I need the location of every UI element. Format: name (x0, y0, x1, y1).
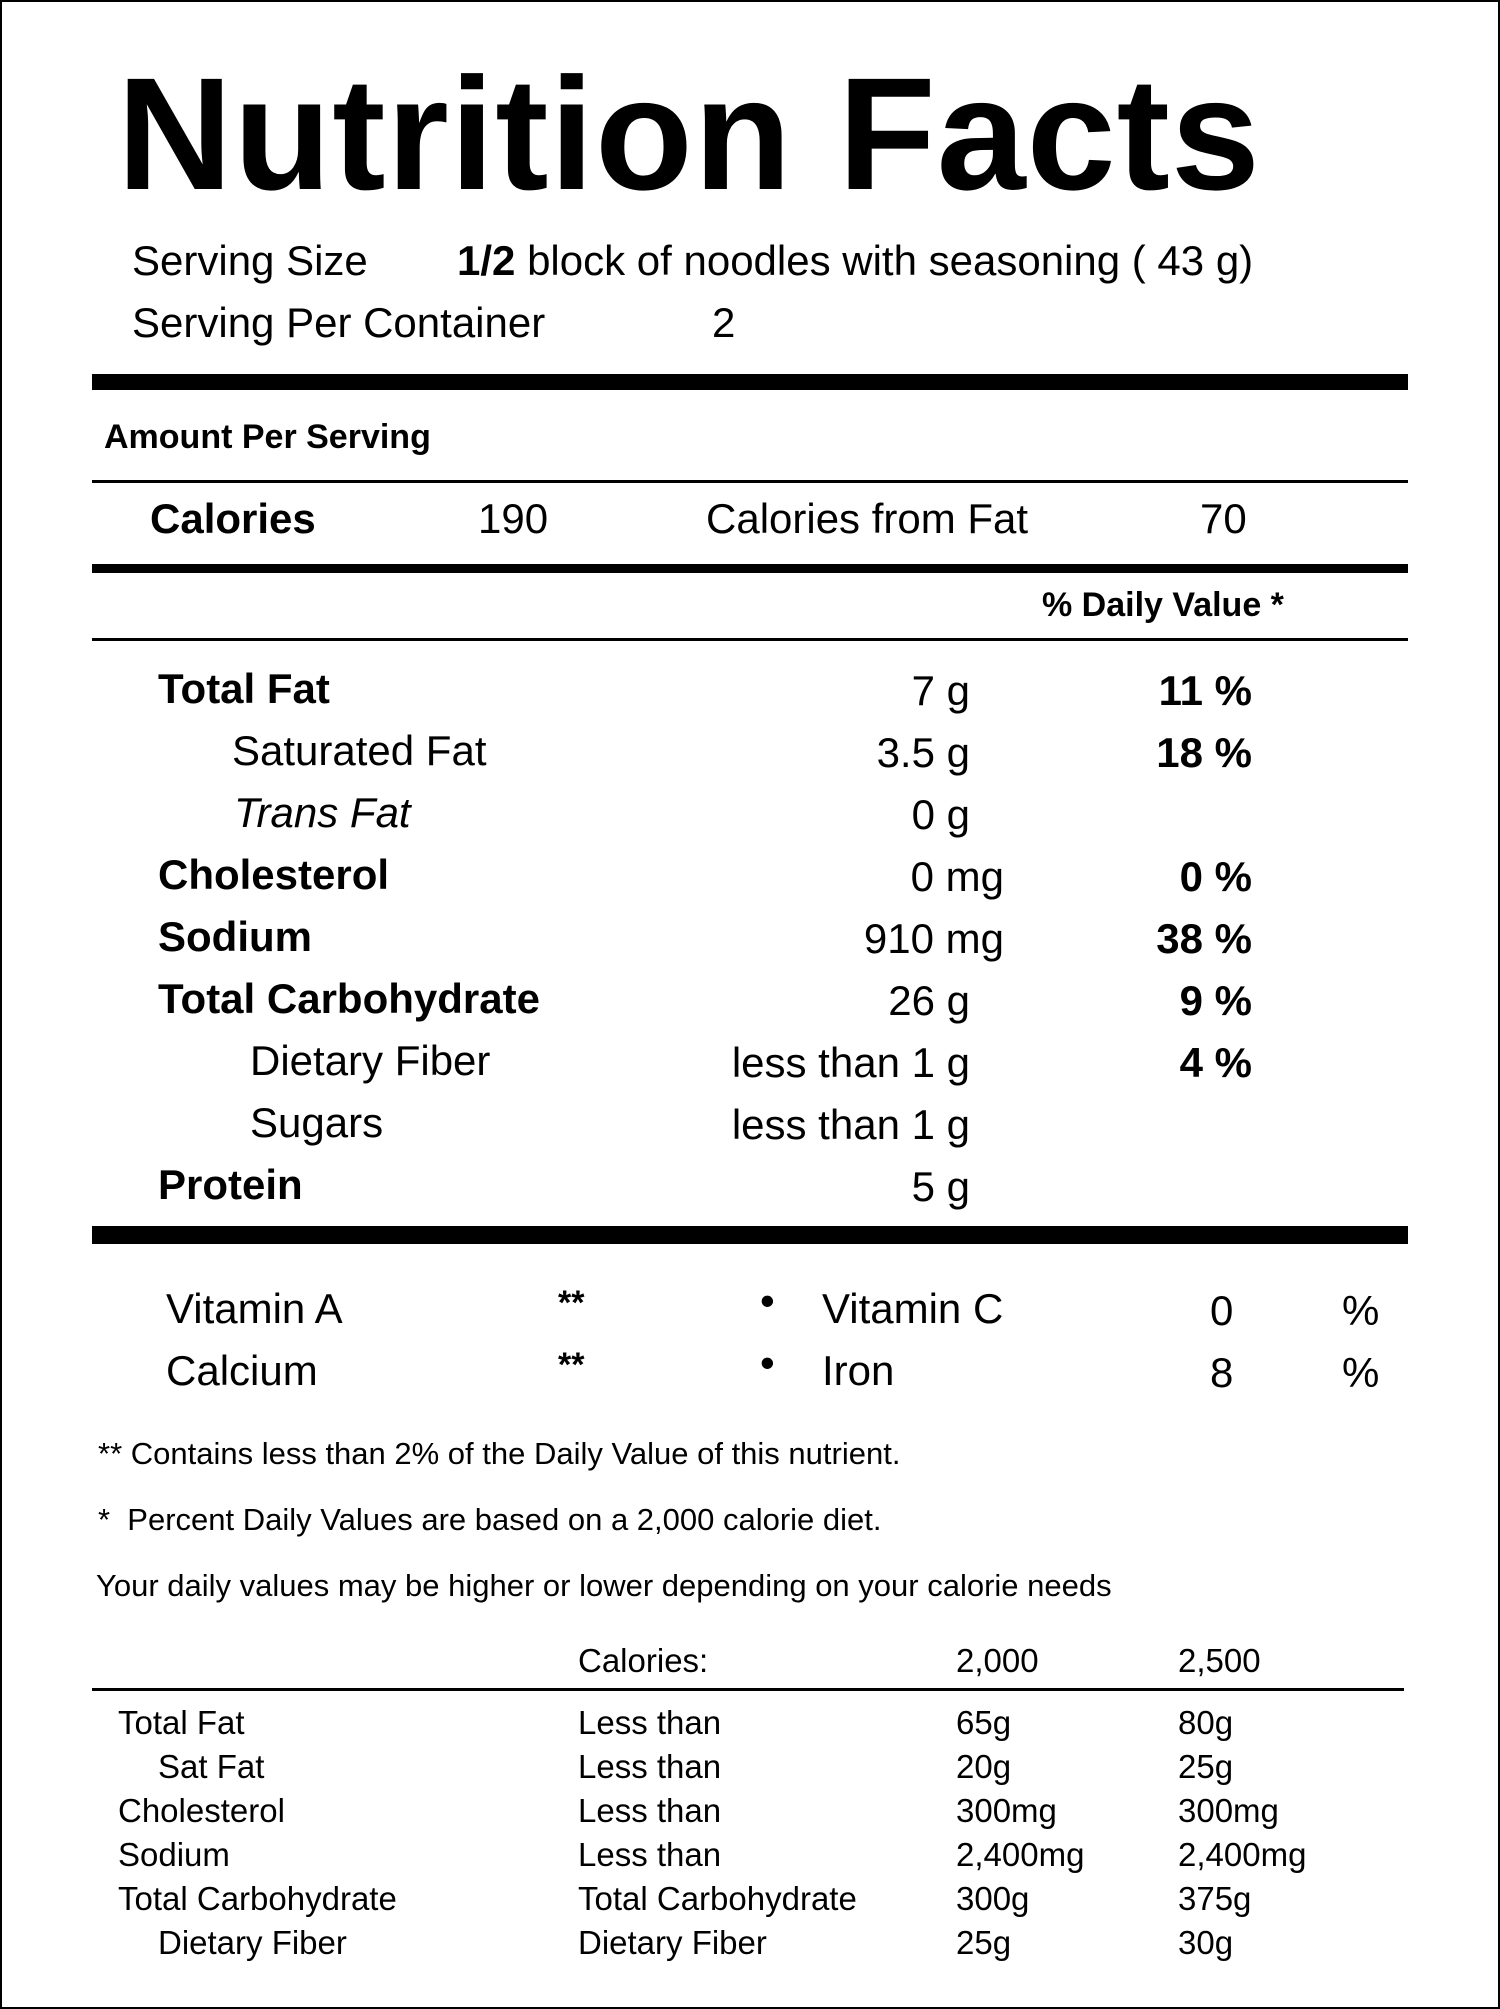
nutrient-amount-dietary-fiber: less than 1 g (731, 1039, 970, 1086)
table-row-label: Sodium (118, 1836, 230, 1873)
nutrient-dv-saturated-fat: 18 % (1156, 729, 1252, 776)
table-row-2500: 80g (1178, 1704, 1234, 1741)
iron-label: Iron (822, 1347, 895, 1394)
nutrient-dv-total-carbohydrate: 9 % (1179, 977, 1252, 1024)
iron-unit: % (1342, 1349, 1380, 1396)
calcium-value: ** (558, 1346, 585, 1384)
nutrient-name-cholesterol: Cholesterol (158, 851, 390, 898)
table-row-qualifier: Less than (578, 1792, 722, 1829)
nutrient-amount-total-fat: 7 g (911, 667, 970, 714)
calories-label: Calories (150, 495, 316, 542)
table-row-2000: 65g (956, 1704, 1012, 1741)
vitamin-a-label: Vitamin A (166, 1285, 343, 1332)
table-row-2000: 300mg (956, 1792, 1057, 1829)
table-row-qualifier: Less than (578, 1748, 722, 1785)
table-row-2000: 25g (956, 1924, 1012, 1961)
table-header-2000: 2,000 (956, 1642, 1039, 1679)
bullet-icon: • (760, 1339, 775, 1386)
nutrient-amount-total-carbohydrate: 26 g (888, 977, 970, 1024)
table-row-label: Total Carbohydrate (118, 1880, 397, 1917)
serving-size-description: block of noodles with seasoning ( 43 g) (527, 237, 1254, 284)
footnote-calorie-needs: Your daily values may be higher or lower depending on your calorie needs (96, 1568, 1112, 1603)
nutrient-dv-total-fat: 11 % (1158, 667, 1252, 714)
nutrient-dv-dietary-fiber: 4 % (1179, 1039, 1252, 1086)
nutrient-name-sodium: Sodium (158, 913, 312, 960)
footnote-less-than-2-percent: ** Contains less than 2% of the Daily Value of this nutrient. (98, 1436, 901, 1471)
nutrient-name-trans-fat: Trans Fat (234, 789, 411, 836)
table-header-calories: Calories: (578, 1642, 709, 1679)
nutrient-name-total-carbohydrate: Total Carbohydrate (158, 975, 540, 1022)
calories-from-fat-value: 70 (1200, 495, 1247, 542)
daily-value-header: % Daily Value * (1042, 586, 1284, 624)
table-row-2000: 2,400mg (956, 1836, 1085, 1873)
nutrient-amount-sodium: 910 mg (863, 915, 1004, 962)
table-row-2500: 375g (1178, 1880, 1252, 1917)
nutrient-amount-sugars: less than 1 g (731, 1101, 970, 1148)
table-row-2000: 20g (956, 1748, 1012, 1785)
table-row-qualifier: Dietary Fiber (578, 1924, 767, 1961)
servings-per-container-value: 2 (712, 299, 736, 346)
table-row-label: Sat Fat (158, 1748, 265, 1785)
thick-divider-top (92, 374, 1408, 390)
nutrient-name-total-fat: Total Fat (158, 665, 330, 712)
thick-divider-bottom (92, 1226, 1408, 1244)
table-row-2500: 300mg (1178, 1792, 1279, 1829)
table-row-qualifier: Total Carbohydrate (578, 1880, 857, 1917)
table-row-label: Total Fat (118, 1704, 245, 1741)
iron-value: 8 (1210, 1349, 1234, 1396)
nutrient-name-dietary-fiber: Dietary Fiber (250, 1037, 491, 1084)
nutrient-name-sugars: Sugars (250, 1099, 384, 1146)
nutrient-amount-cholesterol: 0 mg (910, 853, 1004, 900)
thin-divider-dv (92, 638, 1408, 641)
table-row-label: Cholesterol (118, 1792, 285, 1829)
table-row-qualifier: Less than (578, 1836, 722, 1873)
label-title: Nutrition Facts (117, 44, 1261, 223)
nutrient-dv-cholesterol: 0 % (1179, 853, 1252, 900)
vitamin-c-unit: % (1342, 1287, 1380, 1334)
nutrient-amount-trans-fat: 0 g (911, 791, 970, 838)
table-row-2000: 300g (956, 1880, 1030, 1917)
serving-size-label: Serving Size (132, 237, 368, 284)
thin-divider (92, 480, 1408, 483)
table-row-2500: 25g (1178, 1748, 1234, 1785)
bullet-icon: • (760, 1277, 775, 1324)
calories-from-fat-label: Calories from Fat (706, 495, 1029, 542)
nutrient-amount-saturated-fat: 3.5 g (876, 729, 970, 776)
amount-per-serving: Amount Per Serving (104, 418, 431, 456)
table-row-label: Dietary Fiber (158, 1924, 347, 1961)
table-header-2500: 2,500 (1178, 1642, 1261, 1679)
vitamin-c-value: 0 (1210, 1287, 1234, 1334)
serving-size-amount: 1/2 (457, 237, 516, 284)
table-divider (92, 1688, 1404, 1691)
medium-divider (92, 564, 1408, 573)
nutrient-name-saturated-fat: Saturated Fat (232, 727, 487, 774)
calories-value: 190 (478, 495, 549, 542)
vitamin-a-value: ** (558, 1284, 585, 1322)
calcium-label: Calcium (166, 1347, 318, 1394)
vitamin-c-label: Vitamin C (822, 1285, 1004, 1332)
nutrient-dv-sodium: 38 % (1156, 915, 1252, 962)
table-row-qualifier: Less than (578, 1704, 722, 1741)
table-row-2500: 30g (1178, 1924, 1234, 1961)
table-row-2500: 2,400mg (1178, 1836, 1307, 1873)
servings-per-container-label: Serving Per Container (132, 299, 546, 346)
serving-size-value (457, 237, 1254, 284)
footnote-daily-values-basis: * Percent Daily Values are based on a 2,000 calorie diet. (98, 1502, 882, 1537)
nutrient-name-protein: Protein (158, 1161, 303, 1208)
nutrient-amount-protein: 5 g (911, 1163, 970, 1210)
